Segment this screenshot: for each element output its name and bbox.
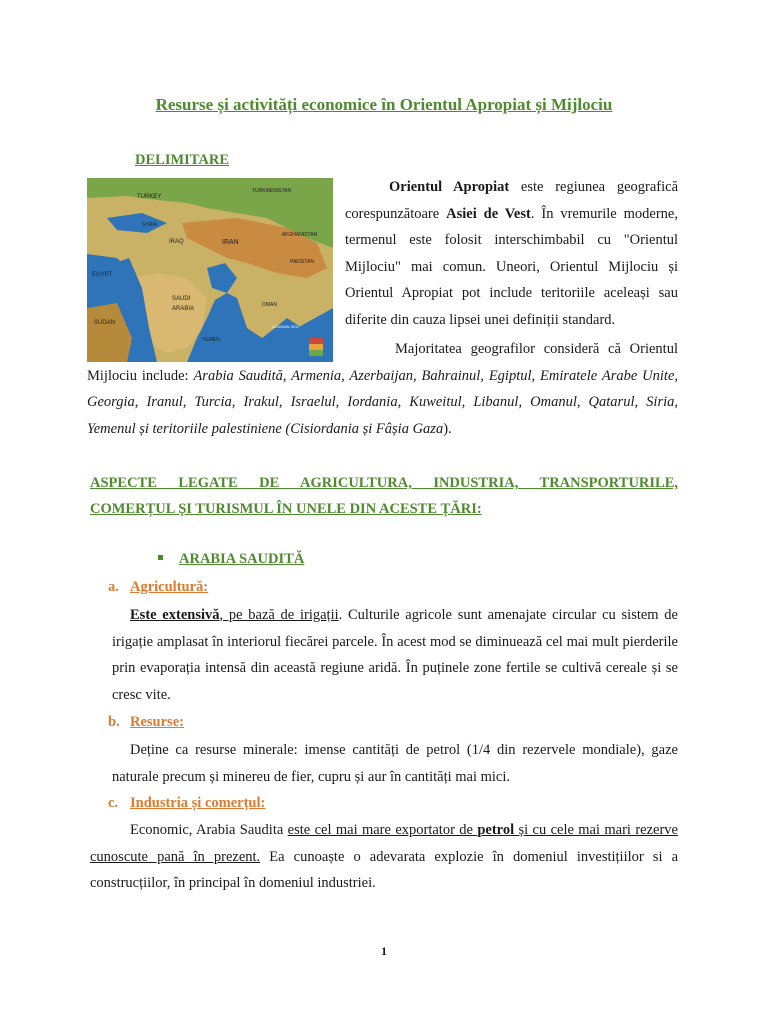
subheading-industria: c. Industria și comerțul: <box>108 795 266 811</box>
page-number: 1 <box>381 944 387 958</box>
section-heading-delimitare: DELIMITARE <box>135 152 229 168</box>
page-title: Resurse și activități economice în Orientul Apropiat și Mijlociu <box>155 95 613 114</box>
industria-paragraph: Economic, Arabia Saudita este cel mai mare exportator de petrol și cu cele mai mari rezerve cunoscute pană în prezent. Ea cunoaște o adevarata explozie în domeniul investițiilor si a construcțiilor, în principal în domeniul industriei. <box>90 822 679 892</box>
map-label: TURKEY <box>137 194 162 200</box>
middle-east-map <box>87 178 333 362</box>
country-list: Arabia Saudită, Armenia, Azerbaijan, Bahrainul, Egiptul, Emiratele Arabe Unite, Georgia, Iranul, Turcia, Irakul, Israelul, Iordania, Kuweitul, Libanul, Omanul, Qatarul, Siria, Yemenul și teritoriile palestiniene (Cisiordania și Fâșia Gaza <box>87 367 679 437</box>
bold-term: Orientul Apropiat <box>389 179 510 195</box>
map-label: IRAQ <box>169 239 184 245</box>
map-label: AFGHANISTAN <box>282 232 318 238</box>
map-label: ARABIAN SEA <box>272 324 299 329</box>
map-label: SYRIA <box>142 222 158 228</box>
map-label: EGYPT <box>92 272 113 278</box>
subheading-agricultura: a. Agricultură: <box>108 579 209 595</box>
map-label: OMAN <box>262 302 277 308</box>
map-label: SUDAN <box>94 320 116 326</box>
resurse-paragraph: Deține ca resurse minerale: imense cantități de petrol (1/4 din rezervele mondiale), gaze naturale precum și minereu de fier, cupru și aur în cantități mai mici. <box>112 742 678 785</box>
map-label: ARABIA <box>172 306 195 312</box>
agricultura-paragraph: Este extensivă, pe bază de irigații. Culturile agricole sunt amenajate circular cu sistem de irigație amplasat în interiorul fiecărei parcele. În acest mod se diminuează cel mai mult pierderile prin evaporația intensă din această regiune aridă. În puținele zone fertile se cultivă cereale și se cresc vite. <box>112 607 678 703</box>
subheading-resurse: b. Resurse: <box>108 714 184 730</box>
map-label: YEMEN <box>202 337 220 343</box>
square-bullet-icon <box>158 555 163 560</box>
delimitare-paragraph-1: Orientul Apropiat este regiunea geografică corespunzătoare Asiei de Vest. În vremurile moderne, termenul este folosit interschimbabil cu "Orientul Mijlociu" mai comun. Uneori, Orientul Mijlociu și Orientul Apropiat pot include teritoriile aceleași sau diferite din cauza lipsei unei definiții standard. <box>345 179 678 328</box>
delimitare-paragraph-2: Majoritatea geografilor consideră că Orientul Mijlociu include: Arabia Saudită, Armenia, Azerbaijan, Bahrainul, Egiptul, Emiratele Arabe Unite, Georgia, Iranul, Turcia, Irakul, Israelul, Iordania, Kuweitul, Libanul, Omanul, Qatarul, Siria, Yemenul și teritoriile palestiniene (Cisiordania și Fâșia Gaza). <box>87 341 679 437</box>
map-label: PAKISTAN <box>290 259 314 265</box>
bullet-arabia-saudita: ARABIA SAUDITĂ <box>158 551 304 568</box>
bold-term: Asiei de Vest <box>446 205 531 222</box>
map-label: IRAN <box>222 239 239 246</box>
section-heading-aspecte: ASPECTE LEGATE DE AGRICULTURA, INDUSTRIA, TRANSPORTURILE, COMERȚUL ȘI TURISMUL ÎN UNELE DIN ACESTE ȚĂRI: <box>90 475 678 517</box>
map-label: SAUDI <box>172 296 191 302</box>
map-label: TURKMENISTAN <box>252 188 292 194</box>
